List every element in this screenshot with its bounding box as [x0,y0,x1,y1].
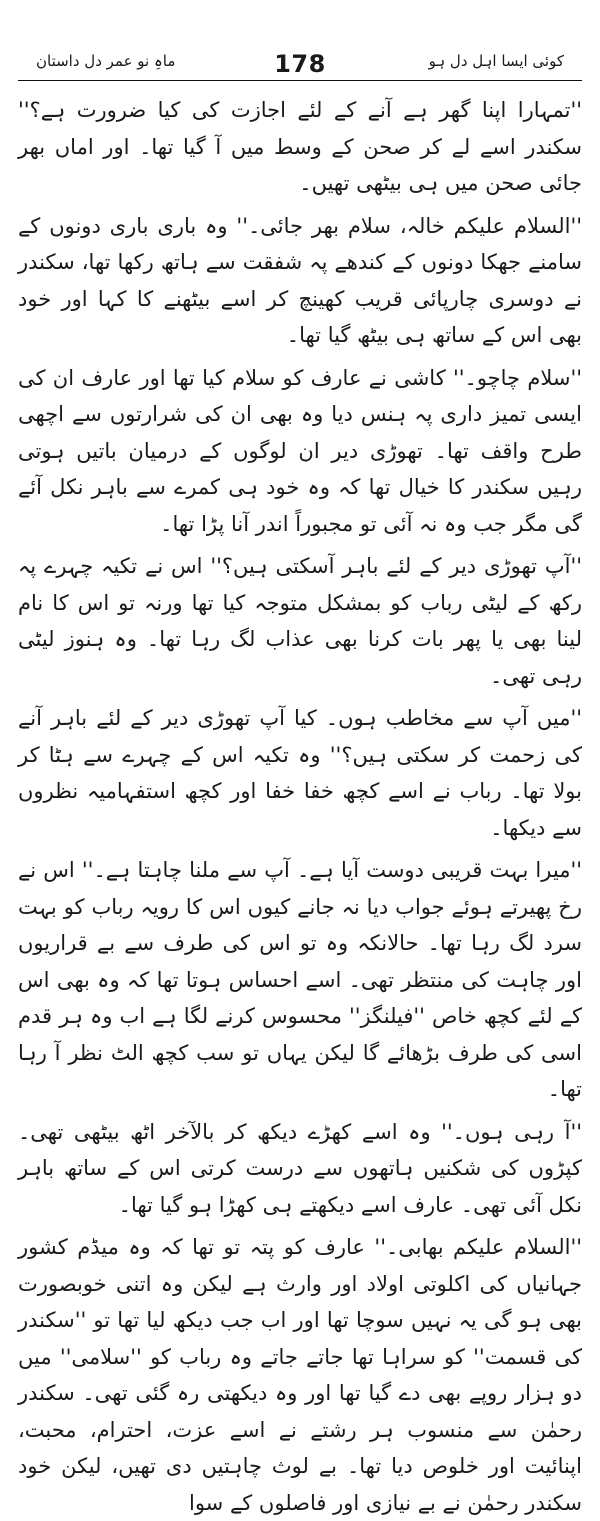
paragraph: ''میں آپ سے مخاطب ہوں۔ کیا آپ تھوڑی دیر کے لئے باہر آنے کی زحمت کر سکتی ہیں؟'' وہ تکیہ اس کے چہرے سے ہٹا کر بولا تھا۔ رباب نے اسے کچھ خفا خفا اور کچھ استفہامیہ نظروں سے دیکھا۔ [18,706,582,840]
story-title: کوئی ایسا اہل دل ہو [428,52,564,70]
paragraph: ''سلام چاچو۔'' کاشی نے عارف کو سلام کیا تھا اور عارف ان کی ایسی تمیز داری پہ ہنس دیا وہ بھی ان کی شرارتوں سے اچھی طرح واقف تھا۔ تھوڑی دیر ان لوگوں کے درمیان باتیں ہوتی رہیں سکندر کا خیال تھا کہ وہ خود ہی کمرے سے باہر نکل آئے گی مگر جب وہ نہ آئی تو مجبوراً اندر آنا پڑا تھا۔ [18,365,582,536]
paragraph: ''السلام علیکم خالہ، سلام بھر جائی۔'' وہ باری باری دونوں کے سامنے جھکا دونوں کے کندھے پہ شفقت سے ہاتھ رکھا تھا، سکندر نے دوسری چارپائی قریب کھینچ کر اسے بیٹھنے کا کہا اور خود بھی اس کے ساتھ ہی بیٹھ گیا تھا۔ [18,213,582,347]
magazine-title: ماہِ نو عمر دل داستان [36,52,176,70]
header-divider [18,80,582,81]
page-header [18,0,582,78]
paragraph: ''آپ تھوڑی دیر کے لئے باہر آسکتی ہیں؟'' اس نے تکیہ چہرے پہ رکھ کے لیٹی رباب کو بمشکل متوجہ کیا تھا ورنہ تو اس کا نام لینا بھی یا پھر بات کرنا بھی عذاب لگ رہا تھا۔ وہ ہنوز لیٹی رہی تھی۔ [18,554,582,688]
story-body [18,92,582,1515]
page-number: 178 [274,50,326,78]
paragraph: ''آ رہی ہوں۔'' وہ اسے کھڑے دیکھ کر بالآخر اٹھ بیٹھی تھی۔ کپڑوں کی شکنیں ہاتھوں سے درست کرتی اس کے ساتھ باہر نکل آئی تھی۔ عارف اسے دیکھتے ہی کھڑا ہو گیا تھا۔ [18,1119,582,1217]
paragraph: ''تمہارا اپنا گھر ہے آنے کے لئے اجازت کی کیا ضرورت ہے؟'' سکندر اسے لے کر صحن کے وسط میں آ گیا تھا۔ اور اماں بھر جائی صحن میں ہی بیٹھی تھیں۔ [18,98,582,195]
paragraph: ''میرا بہت قریبی دوست آیا ہے۔ آپ سے ملنا چاہتا ہے۔'' اس نے رخ پھیرتے ہوئے جواب دیا نہ جانے کیوں اس کا رویہ رباب کو بہت سرد لگ رہا تھا۔ حالانکہ وہ تو اس کی طرف سے بے قراریوں اور چاہت کی منتظر تھی۔ اسے احساس ہوتا تھا کہ وہ بھی اس کے لئے کچھ خاص ''فیلنگز'' محسوس کرنے لگا ہے اب وہ ہر قدم اسی کی طرف بڑھائے گا لیکن یہاں تو سب کچھ الٹ نظر آ رہا تھا۔ [18,858,582,1101]
paragraph: ''السلام علیکم بھابی۔'' عارف کو پتہ تو تھا کہ وہ میڈم کشور جہانیاں کی اکلوتی اولاد اور وارث ہے لیکن وہ اتنی خوبصورت بھی ہو گی یہ نہیں سوچا تھا اور اب جب دیکھ لیا تھا تو ''سکندر کی قسمت'' کو سراہا تھا جاتے جاتے وہ رباب کو ''سلامی'' میں دو ہزار روپے بھی دے گیا تھا اور وہ دیکھتی رہ گئی تھی۔ سکندر رحمٰن سے منسوب ہر رشتے نے اسے عزت، احترام، محبت، اپنائیت اور خلوص دیا تھا۔ بے لوث چاہتیں دی تھیں، لیکن خود سکندر رحمٰن نے بے نیازی اور فاصلوں کے سوا [18,1235,582,1515]
